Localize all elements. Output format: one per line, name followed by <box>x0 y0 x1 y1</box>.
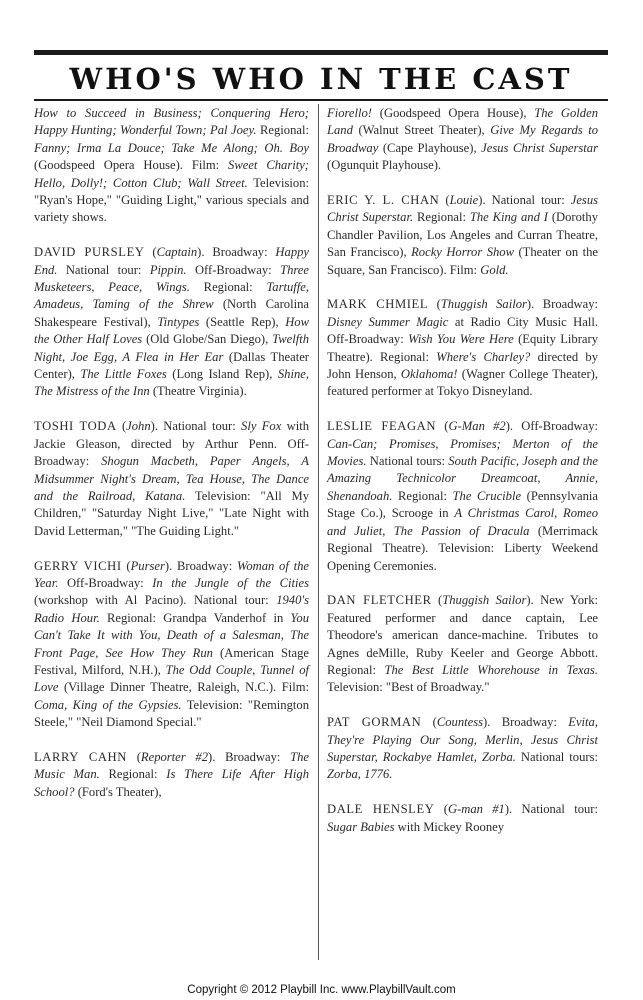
title-text: Happy End. <box>34 245 309 277</box>
bio-text: Broadway: <box>212 245 276 260</box>
cast-entry: PAT GORMAN (Countess). Broadway: Evita, They're Playing Our Song, Merlin, Jesus Christ Superstar, Rockabye Hamlet, Zorba. National tours: Zorba, 1776. <box>327 715 598 782</box>
cast-member-name: DAVID PURSLEY <box>34 245 145 260</box>
bio-text: National tours: <box>515 749 598 764</box>
title-text: Pippin. <box>149 262 187 277</box>
bio-text: National tour: <box>163 419 242 434</box>
title-text: Sly Fox <box>241 419 282 434</box>
right-column <box>327 105 598 853</box>
bio-text: National tour: <box>491 193 571 208</box>
bio-text: Broadway: <box>225 749 291 764</box>
bio-text: at Radio City Music Hall. Off-Broadway: <box>327 314 598 347</box>
bio-text: Broadway: <box>501 715 569 730</box>
title-text: A Christmas Carol, Romeo and Juliet, The Passion of Dracula <box>327 506 598 538</box>
bio-text: directed by John Henson, <box>327 349 598 382</box>
bio-text: (Old Globe/San Diego), <box>142 332 273 347</box>
bio-text: (Walnut Street Theater), <box>352 123 491 138</box>
cast-entry: ERIC Y. L. CHAN (Louie). National tour: Jesus Christ Superstar. Regional: The King and I (Dorothy Chandler Pavilion, Los Angeles and Curran Theatre, San Francisco), Rocky Horror Show (Theater on the Square, San Francisco). Film: Gold. <box>327 193 599 277</box>
cast-role: G-man #1 <box>447 802 505 817</box>
cast-role: Thuggish Sailor <box>442 593 527 608</box>
bio-text: Off-Broadway: <box>521 419 598 434</box>
bio-text: (Theatre Virginia). <box>149 384 247 399</box>
continued-bio <box>327 105 598 175</box>
cast-entry: LARRY CAHN (Reporter #2). Broadway: The Music Man. Regional: Is There Life After High School? (Ford's Theater), <box>34 749 310 799</box>
cast-entry: GERRY VICHI (Purser). Broadway: Woman of the Year. Off-Broadway: In the Jungle of the Cities (workshop with Al Pacino). National tour: 1940's Radio Hour. Regional: Grandpa Vanderhof in You Can't Take It with You, Death of a Salesman, The Front Page, See How They Run (American Stage Festival, Milford, N.H.), The Odd Couple, Tunnel of Love (Village Dinner Theatre, Raleigh, N.C.). Film: Coma, King of the Gypsies. Television: "Remington Steele," "Neil Diamond Special." <box>34 558 309 730</box>
title-text: Three Musketeers, Peace, Wings. <box>34 262 309 295</box>
cast-entry: DALE HENSLEY (G-man #1). National tour: Sugar Babies with Mickey Rooney <box>327 802 598 834</box>
cast-member-name: LARRY CAHN <box>34 749 127 764</box>
bio-text: (Cape Playhouse), <box>378 140 482 155</box>
bio-text: Television: "Remington Steele," "Neil Diamond Special." <box>34 697 309 730</box>
bio-text: with Mickey Rooney <box>394 819 504 834</box>
column-divider <box>318 104 319 960</box>
title-text: South Pacific, Joseph and the Amazing Technicolor Dreamcoat, Annie, Shenandoah. <box>327 454 599 503</box>
title-text: Zorba, 1776. <box>327 767 393 782</box>
heading-top-rule <box>34 50 608 55</box>
cast-member-name: LESLIE FEAGAN <box>327 419 437 434</box>
cast-role: Thuggish Sailor <box>440 297 527 312</box>
title-text: Jesus Christ Superstar. <box>327 193 599 225</box>
bio-text: Broadway: <box>176 558 237 573</box>
title-text: Shine, The Mistress of the Inn <box>34 367 309 399</box>
cast-role: Reporter #2 <box>140 749 209 764</box>
bio-text: Television: "Ryan's Hope," "Guiding Light," various specials and variety shows. <box>34 175 310 225</box>
title-text: Jesus Christ Superstar <box>481 140 598 155</box>
title-text: Wish You Were Here <box>408 332 514 347</box>
cast-member-name: TOSHI TODA <box>34 419 117 434</box>
title-text: Give My Regards to Broadway <box>327 123 598 155</box>
left-entries <box>34 244 309 801</box>
bio-text: Off-Broadway: <box>186 262 281 277</box>
cast-entry: DAVID PURSLEY (Captain). Broadway: Happy End. National tour: Pippin. Off-Broadway: Three Musketeers, Peace, Wings. Regional: Tartuffe, Amadeus, Taming of the Shrew (North Carolina Shakespeare Festival), Tintypes (Seattle Rep), How the Other Half Loves (Old Globe/San Diego), Twelfth Night, Joe Egg, A Flea in Her Ear (Dallas Theater Center), The Little Foxes (Long Island Rep), Shine, The Mistress of the Inn (Theatre Virginia). <box>34 245 310 399</box>
title-text: Coma, King of the Gypsies. <box>34 697 182 712</box>
title-text: The Crucible <box>452 488 522 503</box>
title-text: Rocky Horror Show <box>411 245 514 260</box>
cast-role: Louie <box>449 193 479 208</box>
title-text: 1940's Radio Hour. <box>34 593 309 625</box>
title-text: How to Succeed in Business; Conquering Hero; Happy Hunting; Wonderful Town; Pal Joey. <box>34 106 309 138</box>
continued-bio <box>34 105 309 227</box>
title-text: In the Jungle of the Cities <box>152 575 309 590</box>
left-column <box>34 105 309 819</box>
title-text: Disney Summer Magic <box>327 314 449 329</box>
copyright-footer: Copyright © 2012 Playbill Inc. www.PlaybillVault.com <box>187 984 456 996</box>
bio-text: (Goodspeed Opera House), <box>372 106 535 120</box>
cast-entry: MARK CHMIEL (Thuggish Sailor). Broadway: Disney Summer Magic at Radio City Music Hall. Off-Broadway: Wish You Were Here (Equity Library Theatre). Regional: Where's Charley? directed by John Henson, Oklahoma! (Wagner College Theater), featured performer at Tokyo Disneyland. <box>327 297 599 399</box>
title-text: The King and I <box>469 210 548 225</box>
bio-text: (Wagner College Theater), featured performer at Tokyo Disneyland. <box>327 367 598 399</box>
bio-text: (Goodspeed Opera House). Film: <box>34 158 229 173</box>
heading-bottom-rule <box>34 99 608 101</box>
bio-text: National tour: <box>57 262 150 277</box>
title-text: How the Other Half Loves <box>34 314 309 347</box>
title-text: Tartuffe, Amadeus, Taming of the Shrew <box>34 280 310 312</box>
bio-text: (Village Dinner Theatre, Raleigh, N.C.). Film: <box>58 680 309 695</box>
bio-text: (Ogunquit Playhouse). <box>327 158 442 173</box>
bio-text: (North Carolina Shakespeare Festival), <box>34 297 309 329</box>
bio-text: Television: "Best of Broadway." <box>327 680 490 695</box>
bio-text: (Pennsylvania Stage Co.), Scrooge in <box>327 488 598 521</box>
bio-text: (Dorothy Chandler Pavilion, Los Angeles and Curran Theatre, San Francisco), <box>327 210 598 260</box>
bio-text: Regional: <box>392 488 453 503</box>
title-text: Woman of the Year. <box>34 558 309 590</box>
cast-member-name: ERIC Y. L. CHAN <box>327 193 440 208</box>
title-text: The Music Man. <box>34 749 310 782</box>
title-text: The Little Foxes <box>80 367 167 382</box>
bio-text: National tours: <box>366 454 449 469</box>
title-text: Oklahoma! <box>400 367 458 382</box>
bio-text: Regional: <box>99 767 167 782</box>
title-text: Where's Charley? <box>436 349 531 364</box>
bio-text: (Theater on the Square, San Francisco). Film: <box>327 245 598 277</box>
bio-text: Broadway: <box>542 297 598 312</box>
cast-role: Captain <box>156 245 198 260</box>
bio-text: (Seattle Rep), <box>199 314 286 329</box>
bio-text: (American Stage Festival, Milford, N.H.), <box>34 645 309 677</box>
title-text: The Odd Couple, Tunnel of Love <box>34 662 309 695</box>
cast-role: John <box>126 419 151 434</box>
bio-text: (Long Island Rep), <box>166 367 278 382</box>
cast-entry: DAN FLETCHER (Thuggish Sailor). New York: Featured performer and dance captain, Lee Theodore's american dance-machine. Tributes to Agnes deMille, Ruby Keeler and George Abbott. Regional: The Best Little Whorehouse in Texas. Television: "Best of Broadway." <box>327 593 599 695</box>
bio-text: (workshop with Al Pacino). National tour: <box>34 593 277 608</box>
title-text: Fiorello! <box>327 106 373 120</box>
bio-text: with Jackie Gleason, directed by Arthur Penn. Off-Broadway: <box>34 419 309 469</box>
title-text: Evita, They're Playing Our Song, Merlin, Jesus Christ Superstar, Rockabye Hamlet, Zorba. <box>327 715 598 764</box>
title-text: Is There Life After High School? <box>34 767 309 799</box>
title-text: Tintypes <box>157 314 200 329</box>
bio-text: (Dallas Theater Center), <box>34 349 309 382</box>
title-text: Shogun Macbeth, Paper Angels, A Midsummer Night's Dream, Tea House, The Dance and the Railroad, Katana. <box>34 454 309 503</box>
cast-member-name: PAT GORMAN <box>327 715 422 730</box>
bio-text: Regional: <box>256 123 309 138</box>
cast-entry: TOSHI TODA (John). National tour: Sly Fox with Jackie Gleason, directed by Arthur Penn. Off-Broadway: Shogun Macbeth, Paper Angels, A Midsummer Night's Dream, Tea House, The Dance and the Railroad, Katana. Television: "All My Children," "Saturday Night Live," "Late Night with David Letterman," "The Guiding Light." <box>34 419 309 538</box>
cast-member-name: GERRY VICHI <box>34 558 122 573</box>
bio-text: Off-Broadway: <box>58 575 153 590</box>
bio-text: Television: "All My Children," "Saturday Night Live," "Late Night with David Letterman," "The Guiding Light." <box>34 488 309 538</box>
title-text: Gold. <box>480 262 509 277</box>
cast-entry: LESLIE FEAGAN (G-Man #2). Off-Broadway: Can-Can; Promises, Promises; Merton of the Movies. National tours: South Pacific, Joseph and the Amazing Technicolor Dreamcoat, Annie, Shenandoah. Regional: The Crucible (Pennsylvania Stage Co.), Scrooge in A Christmas Carol, Romeo and Juliet, The Passion of Dracula (Merrimack Regional Theatre). Television: Liberty Weekend Opening Ceremonies. <box>327 419 599 573</box>
bio-text: National tour: <box>521 802 598 817</box>
cast-role: G-Man #2 <box>448 419 506 434</box>
bio-text: (Merrimack Regional Theatre). Television: Liberty Weekend Opening Ceremonies. <box>327 523 598 573</box>
bio-text: Regional: Grandpa Vanderhof in <box>99 610 291 625</box>
title-text: Can-Can; Promises, Promises; Merton of the Movies. <box>327 436 598 469</box>
cast-member-name: DALE HENSLEY <box>327 802 435 817</box>
cast-member-name: DAN FLETCHER <box>327 593 432 608</box>
title-text: Twelfth Night, Joe Egg, A Flea in Her Ear <box>34 332 310 364</box>
title-text: The Golden Land <box>327 106 598 138</box>
right-entries <box>327 192 598 836</box>
title-text: Sugar Babies <box>327 819 395 834</box>
title-text: Fanny; Irma La Douce; Take Me Along; Oh. Boy <box>34 140 309 155</box>
cast-member-name: MARK CHMIEL <box>327 297 429 312</box>
title-text: Sweet Charity; Hello, Dolly!; Cotton Club; Wall Street. <box>34 158 309 190</box>
cast-role: Countess <box>436 715 484 730</box>
title-text: The Best Little Whorehouse in Texas. <box>384 662 598 677</box>
bio-text: New York: Featured performer and dance captain, Lee Theodore's american dance-machine. Tributes to Agnes deMille, Ruby Keeler and George Abbott. Regional: <box>327 593 599 677</box>
bio-text: (Ford's Theater), <box>74 784 162 799</box>
title-text: You Can't Take It with You, Death of a Salesman, The Front Page, See How They Run <box>34 610 309 660</box>
cast-role: Purser <box>130 558 165 573</box>
bio-text: Regional: <box>413 210 470 225</box>
bio-text: Regional: <box>189 280 267 295</box>
page-heading: WHO'S WHO IN THE CAST <box>69 62 573 96</box>
bio-text: (Equity Library Theatre). Regional: <box>327 332 599 364</box>
